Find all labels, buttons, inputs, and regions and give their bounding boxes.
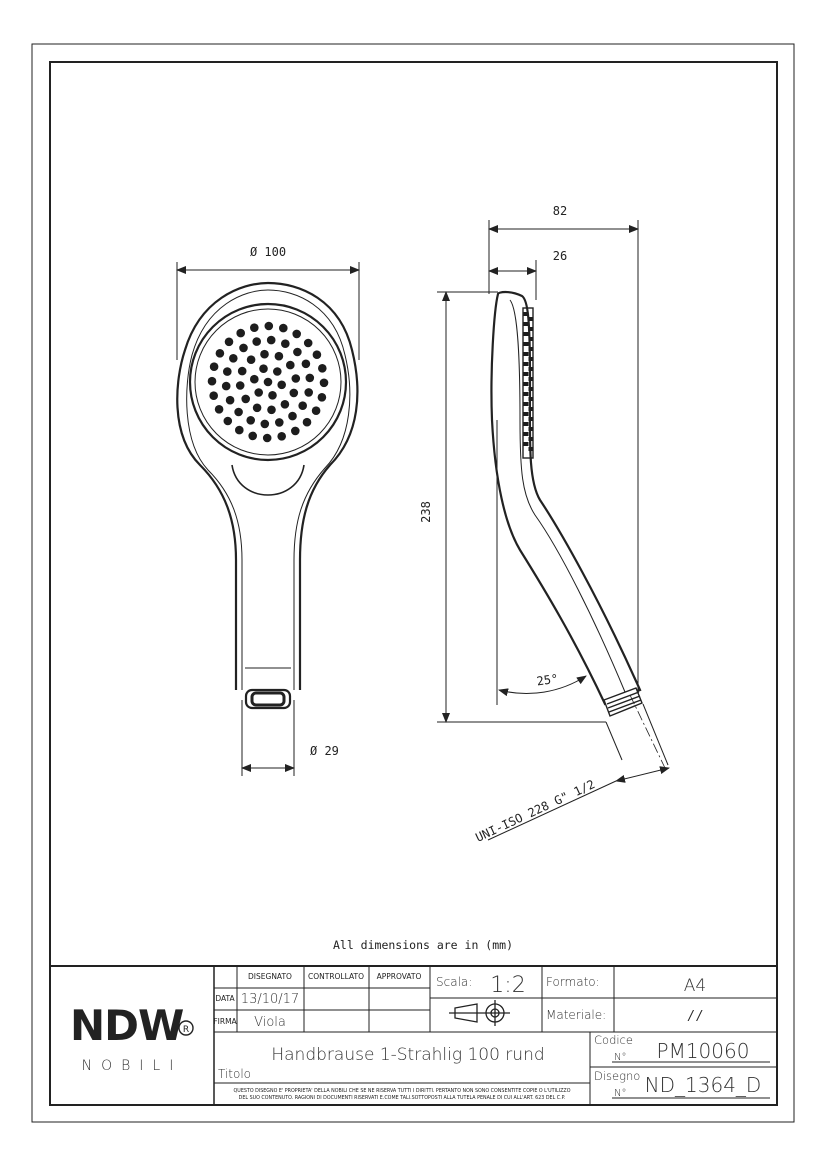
front-view xyxy=(177,283,357,708)
nozzle-dot xyxy=(281,339,290,348)
nozzle-dot xyxy=(290,389,299,398)
nozzle-dot xyxy=(304,339,313,348)
nozzle-dot xyxy=(264,378,273,387)
side-nozzle xyxy=(524,342,529,346)
drawn-by-value: Viola xyxy=(254,1015,286,1030)
side-nozzles xyxy=(524,312,534,451)
nozzle-dot xyxy=(229,354,238,363)
side-nozzle xyxy=(529,337,534,341)
nozzle-dot xyxy=(277,432,286,441)
side-nozzle xyxy=(524,442,529,446)
nozzle-dot xyxy=(259,364,268,373)
logo-subtext: NOBILI xyxy=(81,1058,183,1074)
scale-label: Scala: xyxy=(436,975,473,989)
nozzle-dot xyxy=(209,391,218,400)
nozzle-dot xyxy=(241,395,250,404)
nozzle-dot xyxy=(293,348,302,357)
side-nozzle xyxy=(529,327,534,331)
code-value: PM10060 xyxy=(656,1039,750,1063)
legal-line-1: QUESTO DISEGNO E' PROPRIETA' DELLA NOBILI CHE SE NE RISERVA TUTTI I DIRITTI. PERTANTO NON SONO CONSENTITE COPIE O L'UTILIZZO xyxy=(233,1089,571,1094)
dim-angle: 25° xyxy=(535,671,560,689)
nozzle-dot xyxy=(225,338,234,347)
nozzle-dot xyxy=(224,417,233,426)
nozzle-dot xyxy=(260,350,269,359)
drawing-title: Handbrause 1-Strahlig 100 rund xyxy=(271,1045,545,1065)
side-nozzle xyxy=(524,432,529,436)
outer-border xyxy=(32,44,794,1122)
nozzle-dot xyxy=(254,388,263,397)
header-approved: APPROVATO xyxy=(376,972,422,981)
nozzle-dot xyxy=(273,367,282,376)
side-nozzle xyxy=(529,317,534,321)
nozzle-dot xyxy=(312,406,321,415)
nozzle-dot xyxy=(292,330,301,339)
side-nozzle xyxy=(524,392,529,396)
dim-head-depth: 26 xyxy=(552,249,568,263)
nozzle-dot xyxy=(234,408,243,417)
side-nozzle xyxy=(529,397,534,401)
nozzle-dot xyxy=(275,418,284,427)
nozzle-dot xyxy=(247,355,256,364)
side-nozzle xyxy=(529,357,534,361)
scale-value: 1:2 xyxy=(490,973,526,998)
side-nozzle xyxy=(529,437,534,441)
nozzle-dot xyxy=(250,375,259,384)
nozzle-dot xyxy=(236,329,245,338)
dim-total-depth: 82 xyxy=(552,204,568,218)
format-label: Formato: xyxy=(546,975,600,989)
nozzle-dot xyxy=(320,379,329,388)
lower-plate xyxy=(232,465,304,495)
nozzle-dot xyxy=(288,412,297,421)
side-nozzle xyxy=(529,367,534,371)
material-value: / / xyxy=(688,1009,702,1024)
drawing-no: N° xyxy=(614,1088,627,1099)
material-label: Materiale: xyxy=(546,1008,607,1022)
side-nozzle xyxy=(524,362,529,366)
units-note: All dimensions are in (mm) xyxy=(332,938,514,952)
nozzle-dot xyxy=(268,391,277,400)
svg-text:R: R xyxy=(182,1025,190,1035)
side-nozzle xyxy=(524,322,529,326)
side-nozzle xyxy=(529,417,534,421)
nozzle-dot xyxy=(279,324,288,333)
nozzle-dot xyxy=(250,323,259,332)
side-nozzle xyxy=(529,377,534,381)
nozzle-dot xyxy=(226,396,235,405)
nozzle-dot xyxy=(210,362,219,371)
nozzle-dot xyxy=(246,416,255,425)
title-label: Titolo xyxy=(218,1067,252,1081)
format-value: A4 xyxy=(683,976,707,996)
nozzle-dot xyxy=(303,418,312,427)
nozzle-dot xyxy=(238,367,247,376)
side-nozzle xyxy=(524,312,529,316)
side-nozzle xyxy=(529,387,534,391)
dim-head-diameter: Ø 100 xyxy=(249,245,287,259)
code-label: Codice xyxy=(594,1033,633,1047)
side-nozzle xyxy=(529,447,534,451)
logo-text: NDW xyxy=(70,1001,184,1050)
side-nozzle xyxy=(524,382,529,386)
dim-length: 238 xyxy=(419,501,433,523)
side-nozzle xyxy=(524,402,529,406)
side-nozzle xyxy=(524,372,529,376)
drawing-label: Disegno xyxy=(594,1069,641,1083)
nozzle-dot xyxy=(216,349,225,358)
thread-spec: UNI-ISO 228 G" 1/2 xyxy=(473,777,598,845)
nozzle-dot xyxy=(267,336,276,345)
nozzle-dot xyxy=(215,405,224,414)
brand-logo xyxy=(70,1001,193,1074)
side-nozzle xyxy=(529,427,534,431)
drawing-value: ND_1364_D xyxy=(644,1073,762,1097)
side-nozzle xyxy=(529,347,534,351)
side-nozzle xyxy=(524,352,529,356)
front-inner-outline xyxy=(187,290,350,690)
nozzle-dot xyxy=(265,322,274,331)
nozzle-dot xyxy=(222,382,231,391)
nozzle-dot xyxy=(306,374,315,383)
side-inner-line xyxy=(510,300,625,692)
nozzle-dot xyxy=(318,364,327,373)
nozzle-dot xyxy=(236,381,245,390)
nozzle-dot xyxy=(252,337,261,346)
side-nozzle xyxy=(524,422,529,426)
nozzle-dot xyxy=(277,381,286,390)
nozzle-dot xyxy=(302,360,311,369)
side-view xyxy=(491,292,665,768)
code-no: N° xyxy=(614,1052,627,1063)
dim-handle-diameter: Ø 29 xyxy=(310,744,339,758)
nozzle-dot xyxy=(275,352,284,361)
nozzle-dot xyxy=(286,361,295,370)
projection-symbol-icon xyxy=(449,1000,510,1026)
header-checked: CONTROLLATO xyxy=(307,972,365,981)
nozzle-dot xyxy=(235,426,244,435)
side-nozzle xyxy=(524,332,529,336)
row-sign-label: FIRMA xyxy=(213,1017,237,1026)
nozzle-dot xyxy=(248,432,257,441)
nozzle-dot xyxy=(208,377,217,386)
nozzle-dot xyxy=(298,401,307,410)
side-nozzle xyxy=(524,412,529,416)
nozzle-dot xyxy=(291,427,300,436)
nozzle-dot xyxy=(267,406,276,415)
row-date-label: DATA xyxy=(215,994,235,1003)
nozzle-dot xyxy=(261,420,270,429)
date-value: 13/10/17 xyxy=(240,992,300,1007)
nozzle-dot xyxy=(318,393,327,402)
legal-line-2: DEL SUO CONTENUTO. RAGIONI DI DOCUMENTI RISERVATI E.COME TALI.SOTTOPOSTI ALLA TUTELA PENALE DI CUI ALL'ART. 623 DEL C.P. xyxy=(238,1096,566,1101)
nozzle-dot xyxy=(253,404,262,413)
nozzle-dot xyxy=(313,350,322,359)
side-thread xyxy=(604,688,642,716)
nozzle-dot xyxy=(292,374,301,383)
spray-nozzles xyxy=(208,322,329,443)
nozzle-dot xyxy=(239,344,248,353)
nozzle-dot xyxy=(281,400,290,409)
side-nozzle xyxy=(529,407,534,411)
nozzle-dot xyxy=(223,367,232,376)
nozzle-dot xyxy=(263,434,272,443)
side-outline xyxy=(491,292,640,704)
header-drawn: DISEGNATO xyxy=(248,972,292,981)
side-dimensions xyxy=(437,220,669,840)
nozzle-dot xyxy=(304,388,313,397)
